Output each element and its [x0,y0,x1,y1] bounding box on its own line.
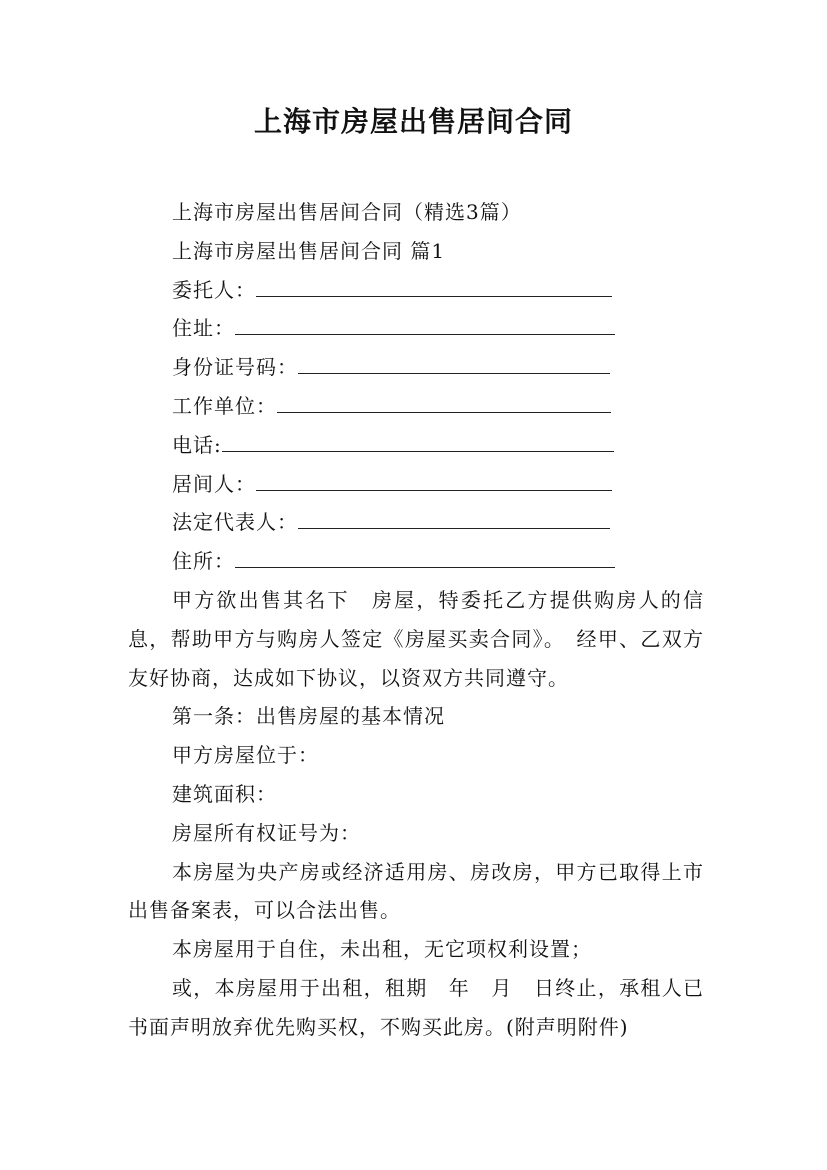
blank-line [277,390,611,413]
field-label: 法定代表人： [172,510,298,535]
blank-line [256,274,612,297]
document-title: 上海市房屋出售居间合同 [253,105,573,138]
field-id-number [128,348,704,387]
field-label: 工作单位： [172,393,277,418]
paragraph-floor-area: 建筑面积： [172,781,277,806]
field-label: 电话: [172,432,222,457]
section-heading: 上海市房屋出售居间合同 篇1 [172,238,446,263]
collection-subtitle: 上海市房屋出售居间合同（精选3篇） [172,200,522,224]
field-label: 委托人： [172,277,256,302]
document-body [128,193,704,1047]
paragraph-rental: 或，本房屋用于出租，租期 年 月 日终止，承租人已书面声明放弃优先购买权，不购买此房。(附声明附件) [128,975,704,1039]
field-client [128,271,704,310]
field-employer [128,387,704,426]
field-label: 住址： [172,316,235,341]
blank-line [222,429,614,452]
field-address [128,309,704,348]
article-one-heading: 第一条：出售房屋的基本情况 [172,704,445,729]
blank-line [235,545,615,568]
field-domicile [128,542,704,581]
field-phone [128,426,704,465]
field-intermediary [128,465,704,504]
field-label: 居间人： [172,471,256,496]
paragraph-certificate: 房屋所有权证号为： [172,820,361,845]
blank-line [235,312,615,335]
paragraph-house-type: 本房屋为央产房或经济适用房、房改房，甲方已取得上市出售备案表，可以合法出售。 [128,859,704,923]
field-legal-representative [128,503,704,542]
paragraph-location: 甲方房屋位于： [172,743,319,768]
blank-line [298,351,610,374]
paragraph-self-use: 本房屋用于自住，未出租，无它项权利设置； [172,937,592,962]
field-label: 住所： [172,549,235,574]
blank-line [298,506,610,529]
field-label: 身份证号码： [172,355,298,380]
blank-line [256,468,612,491]
paragraph-intro: 甲方欲出售其名下 房屋，特委托乙方提供购房人的信息，帮助甲方与购房人签定《房屋买卖合同》。 经甲、乙双方友好协商，达成如下协议，以资双方共同遵守。 [128,587,704,690]
